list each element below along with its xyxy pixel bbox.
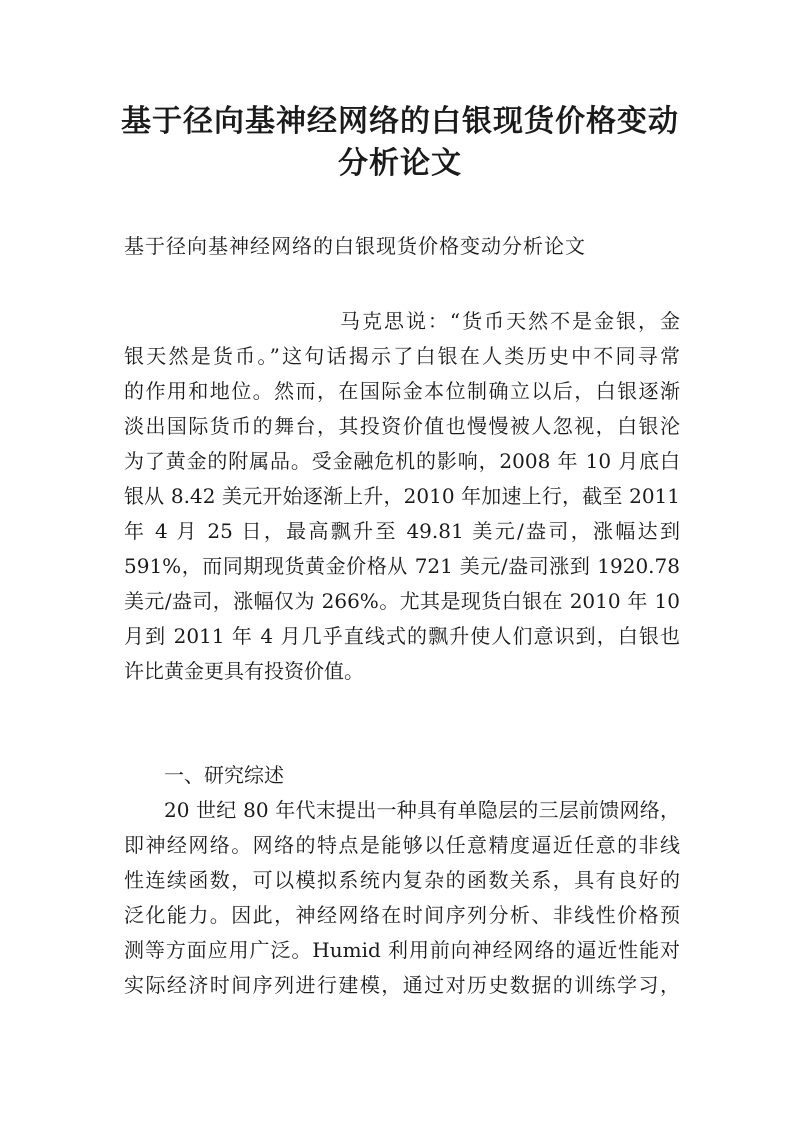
- paragraph-2-line: 泛化能力。因此，神经网络在时间序列分析、非线性价格预: [124, 903, 680, 927]
- paragraph-2-line: 性连续函数，可以模拟系统内复杂的函数关系，具有良好的: [124, 868, 680, 892]
- paragraph-1-line: 的作用和地位。然而，在国际金本位制确立以后，白银逐渐: [124, 379, 680, 403]
- document-title-line-2: 分析论文: [338, 146, 462, 181]
- paragraph-1-line: 许比黄金更具有投资价值。: [124, 659, 364, 683]
- paragraph-1-line: 美元/盎司，涨幅仅为 266%。尤其是现货白银在 2010 年 10: [124, 589, 680, 613]
- paragraph-1-line: 马克思说：“货币天然不是金银，金: [340, 309, 680, 333]
- paragraph-1-line: 银从 8.42 美元开始逐渐上升，2010 年加速上行，截至 2011: [124, 484, 680, 508]
- paragraph-1-line: 年 4 月 25 日，最高飘升至 49.81 美元/盎司，涨幅达到: [124, 519, 680, 543]
- paragraph-1-line: 591%，而同期现货黄金价格从 721 美元/盎司涨到 1920.78: [124, 554, 680, 578]
- paragraph-1-line: 银天然是货币。”这句话揭示了白银在人类历史中不同寻常: [124, 344, 680, 368]
- paragraph-1-line: 月到 2011 年 4 月几乎直线式的飘升使人们意识到，白银也: [124, 624, 680, 648]
- paragraph-2-line: 即神经网络。网络的特点是能够以任意精度逼近任意的非线: [124, 833, 680, 857]
- paragraph-2-line: 测等方面应用广泛。Humid 利用前向神经网络的逼近性能对: [124, 938, 680, 962]
- paragraph-2-line: 20 世纪 80 年代末提出一种具有单隐层的三层前馈网络，: [164, 798, 680, 822]
- document-title-line-1: 基于径向基神经网络的白银现货价格变动: [121, 104, 679, 139]
- paragraph-1-line: 淡出国际货币的舞台，其投资价值也慢慢被人忽视，白银沦: [124, 414, 680, 438]
- paragraph-1-line: 为了黄金的附属品。受金融危机的影响，2008 年 10 月底白: [124, 449, 680, 473]
- paragraph-2-line: 实际经济时间序列进行建模，通过对历史数据的训练学习，: [124, 973, 680, 997]
- section-heading: 一、研究综述: [164, 763, 284, 787]
- document-subtitle: 基于径向基神经网络的白银现货价格变动分析论文: [124, 234, 586, 258]
